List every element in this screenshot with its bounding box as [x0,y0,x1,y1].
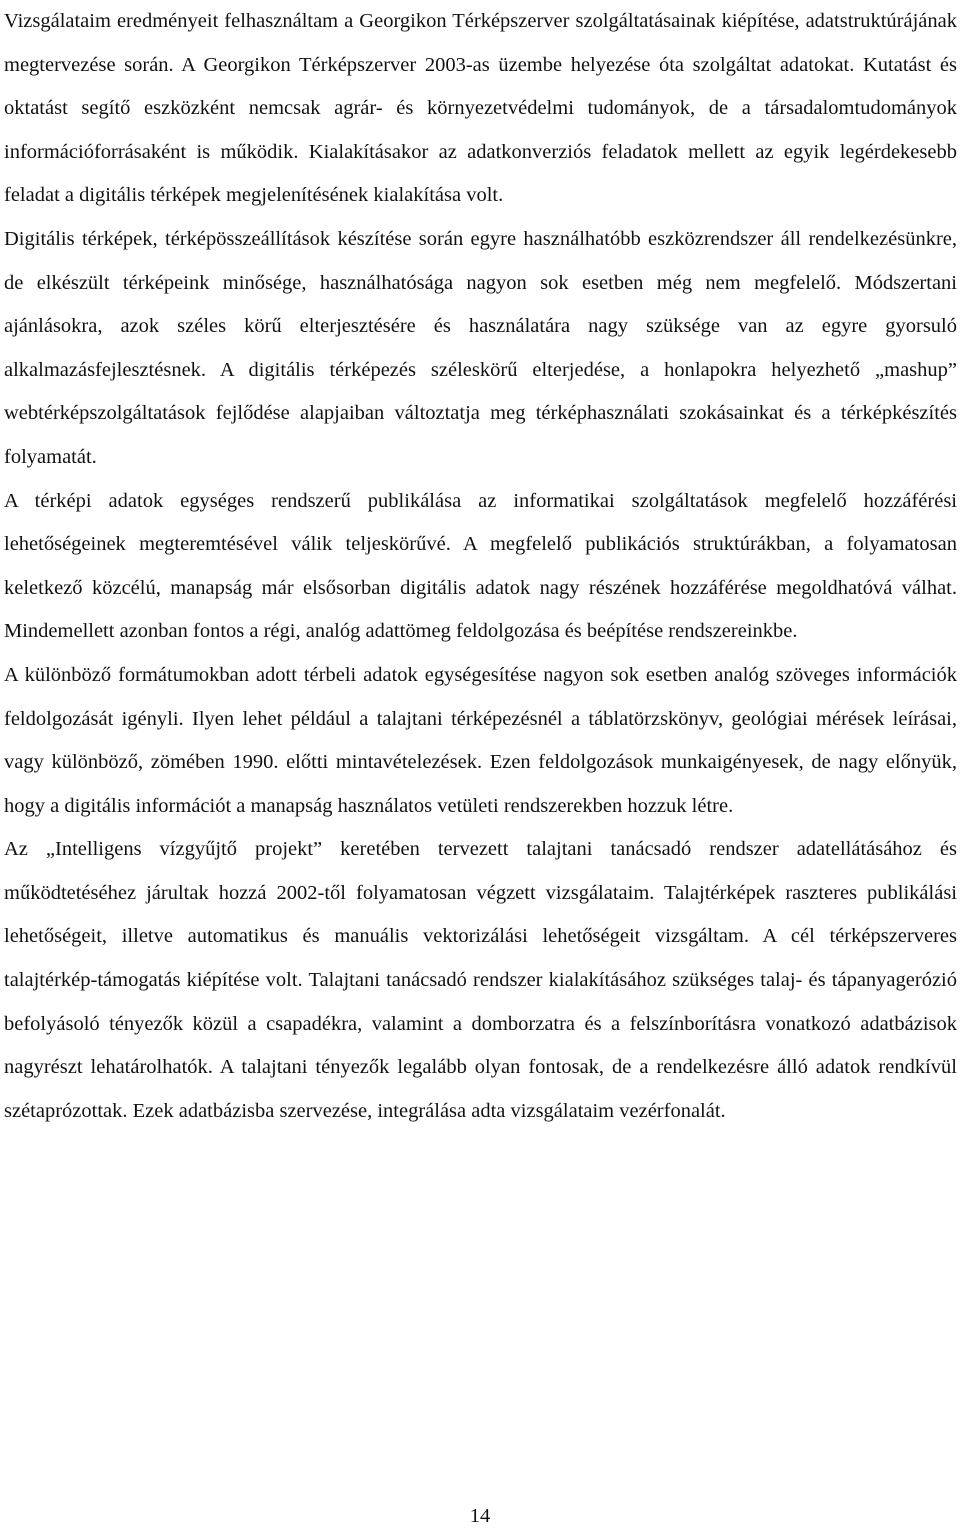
paragraph-georgikon-server: Vizsgálataim eredményeit felhasználtam a Georgikon Térképszerver szolgáltatásainak kiépítése, adatstruktúrájának megtervezése során. A Georgikon Térképszerver 2003-as üzembe helyezése óta szolgáltat adatokat. Kutatást és oktatást segítő eszközként nemcsak agrár- és környezetvédelmi tudományok, de a társadalomtudományok információforrásaként is működik. Kialakításakor az adatkonverziós feladatok mellett az egyik legérdekesebb feladat a digitális térképek megjelenítésének kialakítása volt. [4,10,957,207]
paragraph-map-data-publishing: A térképi adatok egységes rendszerű publikálása az informatikai szolgáltatások megfelelő hozzáférési lehetőségeinek megteremtésével válik teljeskörűvé. A megfelelő publikációs struktúrákban, a folyamatosan keletkező közcélú, manapság már elsősorban digitális adatok nagy részének hozzáférése megoldhatóvá válhat. Mindemellett azonban fontos a régi, analóg adattömeg feldolgozása és beépítése rendszereinkbe. [4,489,957,643]
paragraph-watershed-project: Az „Intelligens vízgyűjtő projekt” keretében tervezett talajtani tanácsadó rendszer adatellátásához és működtetéséhez járultak hozzá 2002-től folyamatosan végzett vizsgálataim. Talajtérképek raszteres publikálási lehetőségeit, illetve automatikus és manuális vektorizálási lehetőségeit vizsgáltam. A cél térképszerveres talajtérkép-támogatás kiépítése volt. Talajtani tanácsadó rendszer kialakításához szükséges talaj- és tápanyagerózió befolyásoló tényezők közül a csapadékra, valamint a domborzatra és a felszínborításra vonatkozó adatbázisok nagyrészt lehatárolhatók. A talajtani tényezők legalább olyan fontosak, de a rendelkezésre álló adatok rendkívül szétaprózottak. Ezek adatbázisba szervezése, integrálása adta vizsgálataim vezérfonalát. [4,838,957,1122]
document-body [4,0,957,1133]
paragraph-digital-maps: Digitális térképek, térképösszeállítások készítése során egyre használhatóbb eszközrendszer áll rendelkezésünkre, de elkészült térképeink minősége, használhatósága nagyon sok esetben még nem megfelelő. Módszertani ajánlásokra, azok széles körű elterjesztésére és használatára nagy szüksége van az egyre gyorsuló alkalmazásfejlesztésnek. A digitális térképezés széleskörű elterjedése, a honlapokra helyezhető „mashup” webtérképszolgáltatások fejlődése alapjaiban változtatja meg térképhasználati szokásainkat és a térképkészítés folyamatát. [4,227,957,468]
paragraph-data-harmonization: A különböző formátumokban adott térbeli adatok egységesítése nagyon sok esetben analóg szöveges információk feldolgozását igényli. Ilyen lehet például a talajtani térképezésnél a táblatörzskönyv, geológiai mérések leírásai, vagy különböző, zömében 1990. előtti mintavételezések. Ezen feldolgozások munkaigényesek, de nagy előnyük, hogy a digitális információt a manapság használatos vetületi rendszerekben hozzuk létre. [4,663,957,817]
page-number: 14 [469,1505,491,1527]
